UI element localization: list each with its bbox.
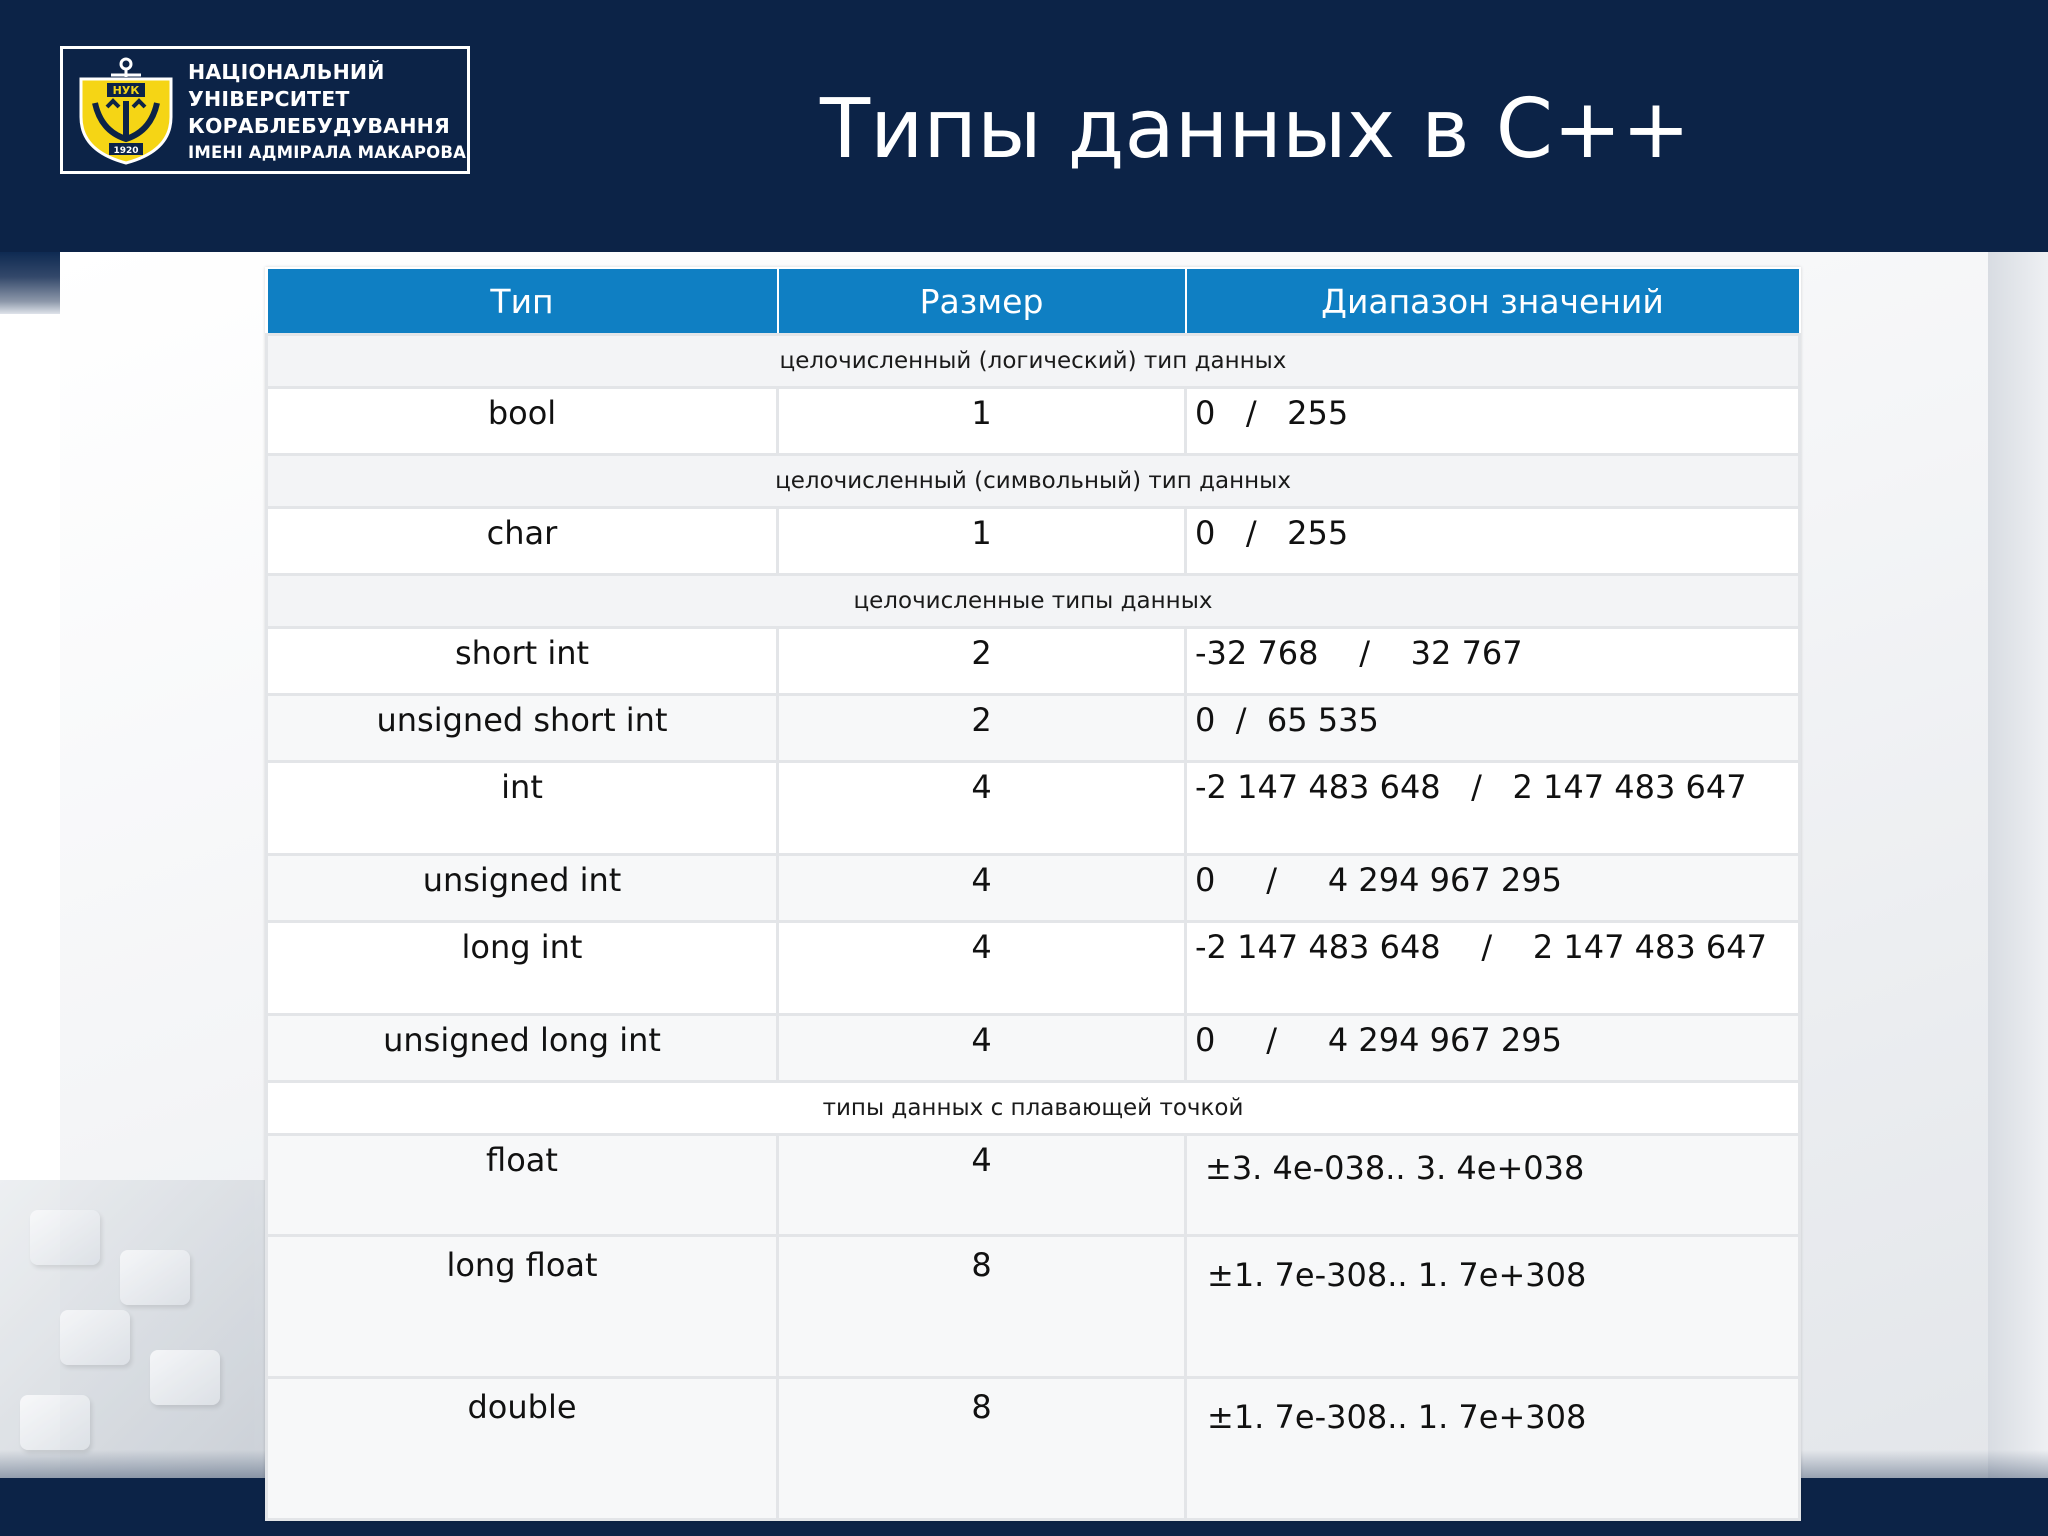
category-row bbox=[267, 575, 1800, 628]
size-cell: 1 bbox=[778, 508, 1186, 575]
table-row bbox=[267, 922, 1800, 1015]
right-edge-strip bbox=[1988, 252, 2048, 1478]
university-name bbox=[188, 59, 473, 166]
table-row bbox=[267, 1015, 1800, 1082]
university-logo bbox=[60, 46, 470, 174]
keyboard-key bbox=[120, 1250, 190, 1305]
column-header-range: Диапазон значений bbox=[1186, 268, 1800, 335]
svg-text:НУК: НУК bbox=[112, 84, 140, 97]
range-cell: 0 / 255 bbox=[1186, 388, 1800, 455]
category-row bbox=[267, 335, 1800, 388]
type-cell: long int bbox=[267, 922, 778, 1015]
size-cell: 4 bbox=[778, 922, 1186, 1015]
table-row bbox=[267, 695, 1800, 762]
table-row bbox=[267, 762, 1800, 855]
table-row bbox=[267, 628, 1800, 695]
range-cell: -32 768 / 32 767 bbox=[1186, 628, 1800, 695]
type-cell: char bbox=[267, 508, 778, 575]
range-cell: ±1. 7e-308.. 1. 7e+308 bbox=[1186, 1236, 1800, 1378]
size-cell: 4 bbox=[778, 1015, 1186, 1082]
table-row bbox=[267, 1135, 1800, 1236]
type-cell: int bbox=[267, 762, 778, 855]
size-cell: 4 bbox=[778, 762, 1186, 855]
type-cell: short int bbox=[267, 628, 778, 695]
table-row bbox=[267, 1236, 1800, 1378]
size-cell: 2 bbox=[778, 695, 1186, 762]
type-cell: unsigned short int bbox=[267, 695, 778, 762]
keyboard-decoration bbox=[0, 1180, 270, 1478]
page-title: Типы данных в С++ bbox=[820, 82, 1691, 177]
type-cell: bool bbox=[267, 388, 778, 455]
category-label: целочисленный (логический) тип данных bbox=[267, 335, 1800, 388]
logo-line: КОРАБЛЕБУДУВАННЯ bbox=[188, 114, 451, 138]
svg-text:1920: 1920 bbox=[113, 146, 139, 156]
range-cell: 0 / 4 294 967 295 bbox=[1186, 855, 1800, 922]
keyboard-key bbox=[60, 1310, 130, 1365]
table-row bbox=[267, 388, 1800, 455]
column-header-type: Тип bbox=[267, 268, 778, 335]
table-row bbox=[267, 508, 1800, 575]
keyboard-key bbox=[20, 1395, 90, 1450]
category-label: целочисленные типы данных bbox=[267, 575, 1800, 628]
size-cell: 4 bbox=[778, 1135, 1186, 1236]
type-cell: float bbox=[267, 1135, 778, 1236]
range-cell: ±3. 4e-038.. 3. 4e+038 bbox=[1186, 1135, 1800, 1236]
logo-line: НАЦІОНАЛЬНИЙ bbox=[188, 60, 385, 84]
category-label: типы данных с плавающей точкой bbox=[267, 1082, 1800, 1135]
range-cell: ±1. 7e-308.. 1. 7e+308 bbox=[1186, 1378, 1800, 1520]
size-cell: 8 bbox=[778, 1378, 1186, 1520]
keyboard-key bbox=[150, 1350, 220, 1405]
data-types-table bbox=[265, 267, 1801, 1521]
type-cell: long float bbox=[267, 1236, 778, 1378]
table-row bbox=[267, 855, 1800, 922]
range-cell: -2 147 483 648 / 2 147 483 647 bbox=[1186, 762, 1800, 855]
keyboard-key bbox=[30, 1210, 100, 1265]
size-cell: 4 bbox=[778, 855, 1186, 922]
category-label: целочисленный (символьный) тип данных bbox=[267, 455, 1800, 508]
logo-line: ІМЕНІ АДМІРАЛА МАКАРОВА bbox=[188, 143, 467, 162]
range-cell: 0 / 4 294 967 295 bbox=[1186, 1015, 1800, 1082]
size-cell: 2 bbox=[778, 628, 1186, 695]
size-cell: 1 bbox=[778, 388, 1186, 455]
column-header-size: Размер bbox=[778, 268, 1186, 335]
table-row bbox=[267, 1378, 1800, 1520]
category-row bbox=[267, 1082, 1800, 1135]
size-cell: 8 bbox=[778, 1236, 1186, 1378]
type-cell: unsigned int bbox=[267, 855, 778, 922]
type-cell: unsigned long int bbox=[267, 1015, 778, 1082]
category-row bbox=[267, 455, 1800, 508]
range-cell: 0 / 255 bbox=[1186, 508, 1800, 575]
table-header-row bbox=[267, 268, 1800, 335]
range-cell: 0 / 65 535 bbox=[1186, 695, 1800, 762]
range-cell: -2 147 483 648 / 2 147 483 647 bbox=[1186, 922, 1800, 1015]
logo-line: УНІВЕРСИТЕТ bbox=[188, 87, 350, 111]
type-cell: double bbox=[267, 1378, 778, 1520]
university-emblem-icon bbox=[71, 55, 181, 167]
